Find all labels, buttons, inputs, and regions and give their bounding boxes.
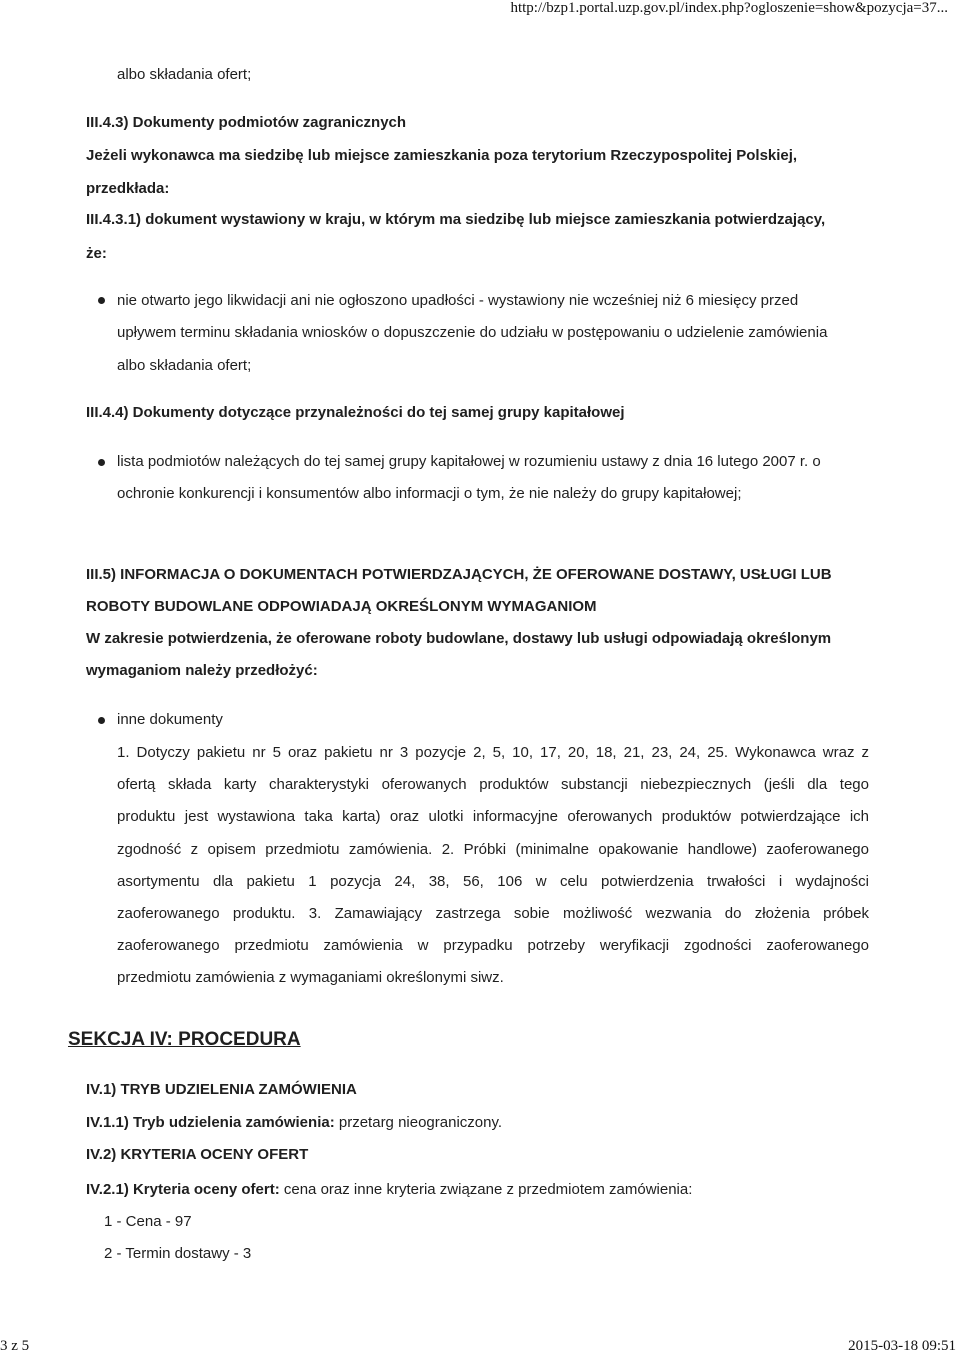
paragraph-line: ofertą składa karty charakterystyki oferowanych produktów substancji niebezpiecznych (jeśli dla tego xyxy=(117,776,869,793)
field-value: przetarg nieograniczony. xyxy=(338,1114,503,1131)
text-line: albo składania ofert; xyxy=(117,66,252,83)
list-item: 2 - Termin dostawy - 3 xyxy=(104,1245,252,1262)
page-number: 3 z 5 xyxy=(0,1338,30,1354)
text-line: wymaganiom należy przedłożyć: xyxy=(86,662,318,679)
paragraph-line: produktu jest wystawiona taka karta) oraz ulotki informacyjne oferowanych produktów potwierdzające ich xyxy=(117,808,869,825)
paragraph-line: 1. Dotyczy pakietu nr 5 oraz pakietu nr 3 pozycje 2, 5, 10, 17, 20, 18, 21, 23, 24, 25. Wykonawca wraz z xyxy=(117,744,869,761)
bullet-icon xyxy=(98,459,105,466)
section-heading: III.4.4) Dokumenty dotyczące przynależności do tej samej grupy kapitałowej xyxy=(86,404,625,421)
bullet-icon xyxy=(98,717,105,724)
section-heading: III.5) INFORMACJA O DOKUMENTACH POTWIERDZAJĄCYCH, ŻE OFEROWANE DOSTAWY, USŁUGI LUB xyxy=(86,566,832,583)
text-line: przedkłada: xyxy=(86,180,170,197)
print-timestamp: 2015-03-18 09:51 xyxy=(848,1338,956,1354)
section-title: SEKCJA IV: PROCEDURA xyxy=(68,1029,301,1050)
list-item: inne dokumenty xyxy=(117,711,223,728)
section-heading: ROBOTY BUDOWLANE ODPOWIADAJĄ OKREŚLONYM WYMAGANIOM xyxy=(86,598,597,615)
text-line: że: xyxy=(86,245,107,262)
field-value: cena oraz inne kryteria związane z przedmiotem zamówienia: xyxy=(283,1181,693,1198)
paragraph-line: zaoferowanego produktu. 3. Zamawiający zastrzega sobie możliwość wezwania do złożenia próbek xyxy=(117,905,869,922)
list-item: nie otwarto jego likwidacji ani nie ogłoszono upadłości - wystawiony nie wcześniej niż 6 miesięcy przed xyxy=(117,292,799,309)
list-item: lista podmiotów należących do tej samej grupy kapitałowej w rozumieniu ustawy z dnia 16 lutego 2007 r. o xyxy=(117,453,821,470)
paragraph-line: asortymentu dla pakietu 1 pozycja 24, 38, 56, 106 w celu potwierdzenia trwałości i wydajności xyxy=(117,873,869,890)
list-item: ochronie konkurencji i konsumentów albo informacji o tym, że nie należy do grupy kapitałowej; xyxy=(117,485,742,502)
list-item: 1 - Cena - 97 xyxy=(104,1213,192,1230)
paragraph-line: zgodność z opisem przedmiotu zamówienia. 2. Próbki (minimalne opakowanie handlowe) zaoferowanego xyxy=(117,841,869,858)
text-line: III.4.3.1) dokument wystawiony w kraju, w którym ma siedzibę lub miejsce zamieszkania potwierdzający, xyxy=(86,211,826,228)
text-line: W zakresie potwierdzenia, że oferowane roboty budowlane, dostawy lub usługi odpowiadają określonym xyxy=(86,630,832,647)
list-item: upływem terminu składania wniosków o dopuszczenie do udziału w postępowaniu o udzielenie zamówienia xyxy=(117,324,828,341)
paragraph-line: przedmiotu zamówienia z wymaganiami określonymi siwz. xyxy=(117,969,504,986)
text-line xyxy=(86,1181,692,1198)
text-line xyxy=(86,1114,502,1131)
field-label: IV.1.1) Tryb udzielenia zamówienia: xyxy=(86,1114,335,1131)
section-heading: III.4.3) Dokumenty podmiotów zagranicznych xyxy=(86,114,407,131)
section-heading: IV.2) KRYTERIA OCENY OFERT xyxy=(86,1146,309,1163)
header-url: http://bzp1.portal.uzp.gov.pl/index.php?ogloszenie=show&pozycja=37... xyxy=(510,0,948,16)
paragraph-line: zaoferowanego przedmiotu zamówienia w przypadku potrzeby weryfikacji zgodności zaoferowanego xyxy=(117,937,869,954)
list-item: albo składania ofert; xyxy=(117,357,252,374)
bullet-icon xyxy=(98,297,105,304)
section-heading: IV.1) TRYB UDZIELENIA ZAMÓWIENIA xyxy=(86,1081,357,1098)
field-label: IV.2.1) Kryteria oceny ofert: xyxy=(86,1181,280,1198)
text-line: Jeżeli wykonawca ma siedzibę lub miejsce zamieszkania poza terytorium Rzeczypospolitej Polskiej, xyxy=(86,147,798,164)
